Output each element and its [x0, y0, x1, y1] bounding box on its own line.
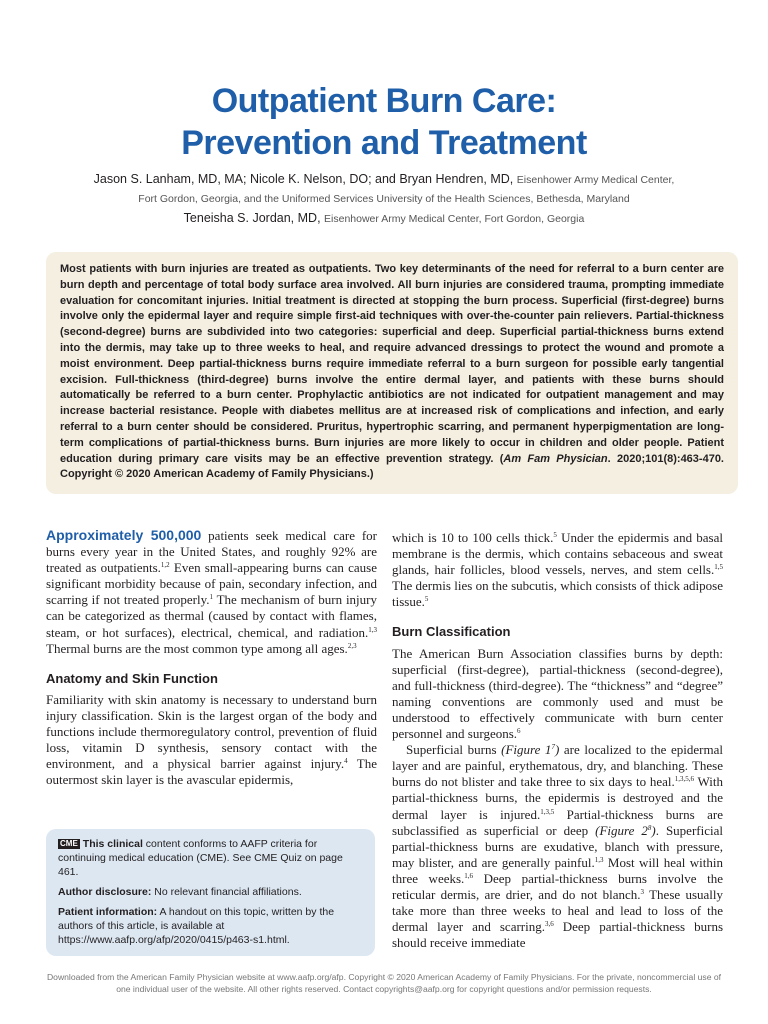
author-affiliation-2: Fort Gordon, Georgia, and the Uniformed Services University of the Health Sciences, Bethesda, Maryland — [138, 193, 630, 205]
title-line-2: Prevention and Treatment — [181, 124, 587, 162]
cme-badge: CME — [60, 839, 78, 848]
figure-2-reference: (Figure $2^8$) — [595, 822, 656, 838]
body-paragraph: which is 10 to 100 cells thick.$^5$ Under the epidermis and basal membrane is the dermis, which contains sebaceous and sweat glands, hair follicles, blood vessels, nerves, and stem cells.$^{1,5}$ The dermis lies on the subcutis, which consists of thick adipose tissue.$^5$ — [392, 530, 723, 610]
figure-1-reference: (Figure $1^7$) — [501, 742, 560, 758]
cme-statement: CME This clinical content conforms to AAFP criteria for continuing medical education (CME). See CME Quiz on page 461. — [58, 838, 343, 878]
body-paragraph: The American Burn Association classifies burns by depth: superficial (first-degree), partial-thickness (second-degree), and full-thickness (third-degree). The “thickness” and “degree” naming conventions are commonly used and must be understood to effectively communicate with burn center personnel and surgeons.$^6$ — [392, 645, 723, 742]
abstract-box — [46, 252, 738, 494]
author-affiliation-1: Eisenhower Army Medical Center, — [516, 174, 675, 186]
journal-name: Am Fam Physician — [503, 452, 608, 465]
page-footer: Downloaded from the American Family Physician website at www.aafp.org/afp. Copyright © 2020 American Academy of Family Physicians. For the private, noncommercial use of one individual user of the website. All other rights reserved. Contact copyrights@aafp.org for copyright questions and/or permission requests. — [46, 972, 722, 994]
author-names-1: Jason S. Lanham, MD, MA; Nicole K. Nelson, DO; and Bryan Hendren, MD, — [93, 172, 514, 186]
author-names-2: Teneisha S. Jordan, MD, — [183, 211, 321, 225]
section-heading-classification: Burn Classification — [392, 624, 511, 640]
body-paragraph: Familiarity with skin anatomy is necessary to understand burn injury classification. Skin is the largest organ of the body and functions include thermoregulatory control, prevention of fluid loss, vitamin D synthesis, sensory contact with the environment, and a physical barrier against injury.$^4$ The outermost skin layer is the avascular epidermis, — [46, 691, 377, 788]
article-title — [0, 80, 768, 164]
title-line-1: Outpatient Burn Care: — [211, 82, 557, 120]
body-column-right — [392, 530, 723, 951]
author-affiliation-3: Eisenhower Army Medical Center, Fort Gordon, Georgia — [324, 213, 585, 225]
author-block — [40, 170, 728, 229]
section-heading-anatomy: Anatomy and Skin Function — [46, 670, 218, 686]
body-column-left — [46, 527, 377, 788]
lead-in: Approximately 500,000 — [46, 527, 202, 543]
author-line-3 — [40, 209, 728, 229]
abstract-text: Most patients with burn injuries are treated as outpatients. Two key determinants of the need for referral to a burn center are burn depth and percentage of total body surface area involved. All burn injuries are considered trauma, prompting immediate evaluation for concomitant injuries. Initial treatment is directed at stopping the burn process. Superficial (first-degree) burns involve only the epidermal layer and require simple first-aid techniques with over-the-counter pain relievers. Partial-thickness (second-degree) burns are subdivided into two categories: superficial and deep. Superficial partial-thickness burns extend into the dermis, may take up to three weeks to heal, and require advanced dressings to protect the wound and promote a moist environment. Deep partial-thickness burns require immediate referral to a burn surgeon for possible early tangential excision. Full-thickness (third-degree) burns involve the entire dermal layer, and patients with these burns should automatically be referred to a burn center. Prophylactic antibiotics are not indicated for outpatient management and may increase bacterial resistance. People with diabetes mellitus are at increased risk of complications and infection, and early referral to a burn center should be considered. Pruritus, hypertrophic scarring, and permanent hyperpigmentation are long-term complications of partial-thickness burns. Burn injuries are more likely to occur in children and older people. Patient education during primary care visits may be an effective prevention strategy. (Am Fam Physician. 2020;101(8):463-470. Copyright © 2020 American Academy of Family Physicians.) — [60, 263, 724, 481]
patient-information: Patient information: A handout on this topic, written by the authors of this article, is available at https://www.aafp.org/afp/2020/0415/p463-s1.html. — [58, 906, 335, 946]
cme-info-box — [46, 829, 375, 956]
body-paragraph: Approximately 500,000 patients seek medical care for burns every year in the United States, and roughly 92% are treated as outpatients.$^{1,2}$ Even small-appearing burns can cause significant morbidity because of pain, secondary infection, and scarring if not treated properly.$^1$ The mechanism of burn injury can be categorized as thermal (caused by contact with flames, steam, or hot surfaces), electrical, chemical, and radiation.$^{1,3}$ Thermal burns are the most common type among all ages.$^{2,3}$ — [46, 527, 377, 656]
body-paragraph: Superficial burns (Figure $1^7$) are localized to the epidermal layer and are painful, erythematous, dry, and blanching. These burns do not blister and take three to six days to heal.$^{1,3,5,6}$ With partial-thickness burns, the epidermis is destroyed and the dermal layer is injured.$^{1,3,5}$ Partial-thickness burns are subclassified as superficial or deep (Figure $2^8$). Superficial partial-thickness burns are exudative, blanch with pressure, may blister, and are generally painful.$^{1,3}$ Most will heal within three weeks.$^{1,6}$ Deep partial-thickness burns involve the reticular dermis, are drier, and do not blanch.$^3$ These usually take more than three weeks to heal and lead to loss of the dermal layer and scarring.$^{3,6}$ Deep partial-thickness burns should receive immediate — [392, 742, 724, 951]
author-disclosure: Author disclosure: No relevant financial affiliations. — [58, 886, 302, 898]
abstract-citation: . 2020;101(8):463-470. Copyright © 2020 American Academy of Family Physicians.) — [60, 452, 724, 481]
author-line-1 — [40, 170, 728, 190]
